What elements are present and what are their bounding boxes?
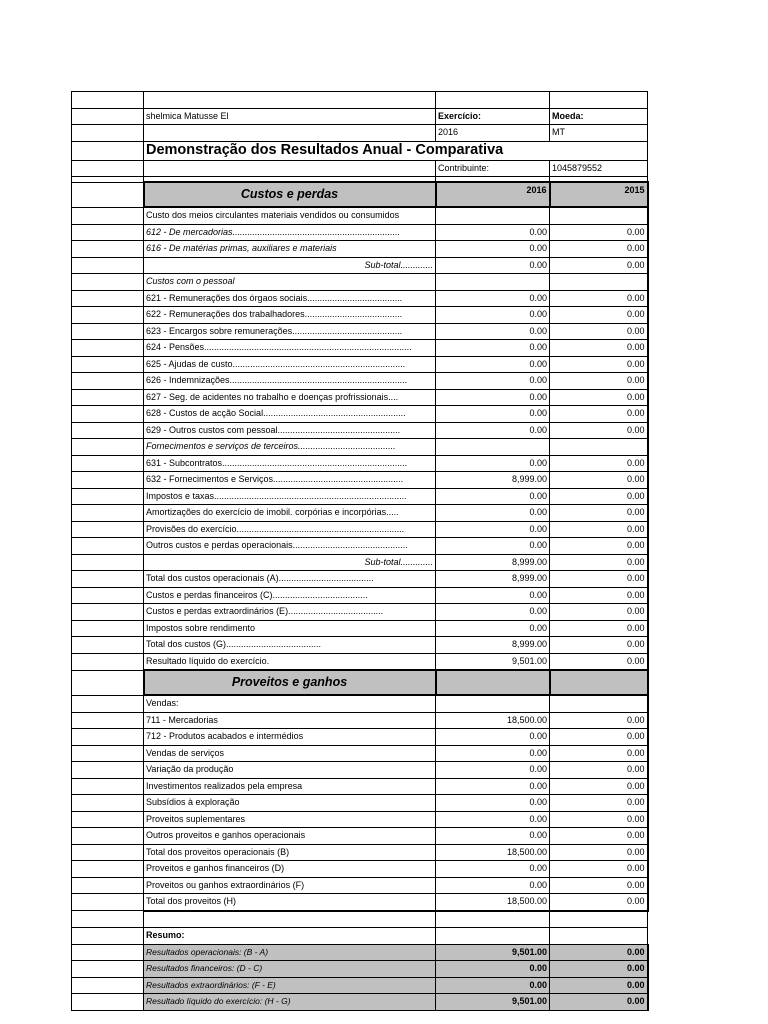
value-previous-year [550, 439, 648, 456]
value-current-year: 0.00 [436, 455, 550, 472]
value-previous-year: 0.00 [550, 422, 648, 439]
value-previous-year: 0.00 [550, 587, 648, 604]
row-label: 612 - De mercadorias................................................................... [144, 224, 436, 241]
table-row [72, 637, 648, 654]
value-previous-year: 0.00 [550, 877, 648, 894]
row-label: Investimentos realizados pela empresa [144, 778, 436, 795]
resumo-label: Resumo: [144, 928, 436, 945]
table-row [72, 712, 648, 729]
table-row [72, 894, 648, 911]
value-previous-year: 0.00 [550, 828, 648, 845]
value-previous-year: 0.00 [550, 620, 648, 637]
table-row [72, 224, 648, 241]
row-label: 626 - Indemnizações....................................................................... [144, 373, 436, 390]
row-label: Resultado líquido do exercício: (H - G) [144, 994, 436, 1011]
value-current-year: 0.00 [436, 505, 550, 522]
row-label: 622 - Remunerações dos trabalhadores....................................... [144, 307, 436, 324]
table-row [72, 307, 648, 324]
exercicio-value: 2016 [436, 125, 550, 142]
value-previous-year [550, 274, 648, 291]
table-row [72, 389, 648, 406]
value-current-year: 8,999.00 [436, 637, 550, 654]
value-previous-year: 0.00 [550, 241, 648, 258]
value-current-year: 0.00 [436, 290, 550, 307]
value-current-year: 0.00 [436, 587, 550, 604]
row-label: Variação da produção [144, 762, 436, 779]
value-current-year: 0.00 [436, 604, 550, 621]
table-row [72, 340, 648, 357]
custos-section-header [72, 182, 648, 207]
row-label: Custo dos meios circulantes materiais vendidos ou consumidos [144, 207, 436, 224]
value-current-year: 0.00 [436, 877, 550, 894]
table-row [72, 587, 648, 604]
value-previous-year: 0.00 [550, 505, 648, 522]
value-previous-year: 0.00 [550, 571, 648, 588]
proveitos-section-header [72, 670, 648, 695]
value-previous-year: 0.00 [550, 521, 648, 538]
value-previous-year: 0.00 [550, 307, 648, 324]
table-row [72, 604, 648, 621]
row-label: Total dos custos operacionais (A)...................................... [144, 571, 436, 588]
value-previous-year: 0.00 [550, 455, 648, 472]
value-current-year: 0.00 [436, 373, 550, 390]
value-current-year: 0.00 [436, 521, 550, 538]
value-current-year: 0.00 [436, 406, 550, 423]
value-current-year [436, 439, 550, 456]
value-current-year: 0.00 [436, 778, 550, 795]
table-row [72, 488, 648, 505]
contribuinte-label: Contribuinte: [436, 160, 550, 177]
row-label: Vendas: [144, 695, 436, 712]
table-row [72, 877, 648, 894]
table-row [72, 861, 648, 878]
income-statement-table [71, 91, 649, 1011]
table-row [72, 795, 648, 812]
value-current-year: 18,500.00 [436, 712, 550, 729]
value-current-year: 9,501.00 [436, 653, 550, 670]
table-row [72, 729, 648, 746]
row-label: Proveitos ou ganhos extraordinários (F) [144, 877, 436, 894]
value-current-year: 0.00 [436, 762, 550, 779]
blank-row [72, 911, 648, 928]
row-label: 628 - Custos de acção Social......................................................... [144, 406, 436, 423]
row-label: Proveitos suplementares [144, 811, 436, 828]
table-row [72, 653, 648, 670]
table-row [72, 828, 648, 845]
row-label: 621 - Remunerações dos órgaos sociais...................................... [144, 290, 436, 307]
value-current-year: 0.00 [436, 488, 550, 505]
resumo-rows [72, 944, 648, 1010]
table-row [72, 373, 648, 390]
value-current-year [436, 207, 550, 224]
row-label: Resultados operacionais: (B - A) [144, 944, 436, 961]
table-row [72, 994, 648, 1011]
value-current-year: 0.00 [436, 745, 550, 762]
row-label: Impostos e taxas............................................................................. [144, 488, 436, 505]
row-label: Fornecimentos e serviços de terceiros....................................... [144, 439, 436, 456]
value-previous-year: 0.00 [550, 994, 648, 1011]
value-previous-year: 0.00 [550, 257, 648, 274]
value-previous-year: 0.00 [550, 861, 648, 878]
table-row [72, 977, 648, 994]
title-row [72, 141, 648, 160]
blank-row [72, 92, 648, 109]
row-label: Sub-total............. [144, 554, 436, 571]
table-row [72, 505, 648, 522]
table-row [72, 274, 648, 291]
moeda-label: Moeda: [550, 108, 648, 125]
custos-year-a: 2016 [436, 182, 550, 207]
table-row [72, 695, 648, 712]
row-label: Outros proveitos e ganhos operacionais [144, 828, 436, 845]
header-row-values [72, 125, 648, 142]
value-current-year: 0.00 [436, 861, 550, 878]
row-label: Custos e perdas financeiros (C)...................................... [144, 587, 436, 604]
value-previous-year: 0.00 [550, 604, 648, 621]
value-previous-year: 0.00 [550, 778, 648, 795]
value-previous-year: 0.00 [550, 224, 648, 241]
row-label: Outros custos e perdas operacionais.............................................. [144, 538, 436, 555]
value-previous-year: 0.00 [550, 762, 648, 779]
value-previous-year: 0.00 [550, 290, 648, 307]
table-row [72, 811, 648, 828]
row-label: 616 - De matérias primas, auxiliares e materiais [144, 241, 436, 258]
row-label: Custos com o pessoal [144, 274, 436, 291]
value-previous-year: 0.00 [550, 356, 648, 373]
value-current-year: 8,999.00 [436, 571, 550, 588]
row-label: Subsídios à exploração [144, 795, 436, 812]
table-row [72, 472, 648, 489]
table-row [72, 422, 648, 439]
row-label: 625 - Ajudas de custo..................................................................... [144, 356, 436, 373]
row-label: Sub-total............. [144, 257, 436, 274]
row-label: Amortizações do exercício de imobil. corpórias e incorpórias..... [144, 505, 436, 522]
row-label: 632 - Fornecimentos e Serviços.................................................... [144, 472, 436, 489]
header-row-company [72, 108, 648, 125]
value-previous-year: 0.00 [550, 729, 648, 746]
table-row [72, 521, 648, 538]
exercicio-label: Exercício: [436, 108, 550, 125]
table-row [72, 356, 648, 373]
value-previous-year: 0.00 [550, 653, 648, 670]
row-label: Total dos proveitos (H) [144, 894, 436, 911]
value-current-year: 0.00 [436, 729, 550, 746]
custos-section-title: Custos e perdas [144, 182, 436, 207]
value-previous-year: 0.00 [550, 961, 648, 978]
row-label: Total dos proveitos operacionais (B) [144, 844, 436, 861]
value-current-year: 8,999.00 [436, 472, 550, 489]
row-label: Provisões do exercício................................................................... [144, 521, 436, 538]
table-row [72, 241, 648, 258]
value-current-year: 0.00 [436, 307, 550, 324]
resumo-label-row [72, 928, 648, 945]
table-row [72, 844, 648, 861]
table-row [72, 944, 648, 961]
proveitos-rows [72, 695, 648, 911]
row-label: Resultados extraordinários: (F - E) [144, 977, 436, 994]
value-current-year: 0.00 [436, 795, 550, 812]
custos-year-b: 2015 [550, 182, 648, 207]
value-current-year: 0.00 [436, 620, 550, 637]
value-current-year: 0.00 [436, 257, 550, 274]
row-label: Vendas de serviços [144, 745, 436, 762]
value-current-year: 0.00 [436, 340, 550, 357]
row-label: Proveitos e ganhos financeiros (D) [144, 861, 436, 878]
value-current-year: 0.00 [436, 389, 550, 406]
value-previous-year: 0.00 [550, 406, 648, 423]
value-current-year: 0.00 [436, 811, 550, 828]
value-current-year: 9,501.00 [436, 994, 550, 1011]
value-previous-year: 0.00 [550, 554, 648, 571]
value-current-year: 18,500.00 [436, 894, 550, 911]
value-previous-year: 0.00 [550, 323, 648, 340]
table-row [72, 207, 648, 224]
table-row [72, 554, 648, 571]
value-previous-year: 0.00 [550, 795, 648, 812]
row-label: Resultados financeiros: (D - C) [144, 961, 436, 978]
table-row [72, 778, 648, 795]
value-previous-year: 0.00 [550, 977, 648, 994]
row-label: Total dos custos (G)...................................... [144, 637, 436, 654]
value-previous-year: 0.00 [550, 811, 648, 828]
table-row [72, 323, 648, 340]
value-current-year: 0.00 [436, 356, 550, 373]
value-previous-year: 0.00 [550, 340, 648, 357]
value-current-year: 8,999.00 [436, 554, 550, 571]
value-previous-year: 0.00 [550, 844, 648, 861]
contribuinte-row [72, 160, 648, 177]
table-row [72, 961, 648, 978]
table-row [72, 538, 648, 555]
table-row [72, 455, 648, 472]
row-label: 623 - Encargos sobre remunerações............................................ [144, 323, 436, 340]
value-previous-year: 0.00 [550, 894, 648, 911]
custos-rows [72, 207, 648, 670]
table-row [72, 290, 648, 307]
value-current-year [436, 274, 550, 291]
value-current-year: 18,500.00 [436, 844, 550, 861]
value-current-year: 0.00 [436, 977, 550, 994]
table-row [72, 571, 648, 588]
value-previous-year: 0.00 [550, 389, 648, 406]
value-previous-year: 0.00 [550, 488, 648, 505]
value-current-year: 0.00 [436, 241, 550, 258]
value-current-year: 0.00 [436, 961, 550, 978]
row-label: 629 - Outros custos com pessoal................................................. [144, 422, 436, 439]
value-current-year [436, 695, 550, 712]
value-previous-year [550, 695, 648, 712]
value-current-year: 0.00 [436, 224, 550, 241]
value-current-year: 9,501.00 [436, 944, 550, 961]
row-label: 712 - Produtos acabados e intermédios [144, 729, 436, 746]
row-label: 624 - Pensões................................................................................... [144, 340, 436, 357]
value-previous-year: 0.00 [550, 472, 648, 489]
table-row [72, 439, 648, 456]
row-label: 627 - Seg. de acidentes no trabalho e doenças profrissionais.... [144, 389, 436, 406]
value-previous-year [550, 207, 648, 224]
value-current-year: 0.00 [436, 828, 550, 845]
value-previous-year: 0.00 [550, 712, 648, 729]
row-label: Custos e perdas extraordinários (E)...................................... [144, 604, 436, 621]
value-previous-year: 0.00 [550, 745, 648, 762]
value-previous-year: 0.00 [550, 944, 648, 961]
value-previous-year: 0.00 [550, 373, 648, 390]
contribuinte-value: 1045879552 [550, 160, 648, 177]
value-current-year: 0.00 [436, 323, 550, 340]
table-row [72, 620, 648, 637]
company-name: shelmica Matusse El [144, 108, 436, 125]
table-row [72, 406, 648, 423]
value-current-year: 0.00 [436, 538, 550, 555]
value-previous-year: 0.00 [550, 637, 648, 654]
moeda-value: MT [550, 125, 648, 142]
row-label: Resultado líquido do exercício. [144, 653, 436, 670]
table-row [72, 257, 648, 274]
row-label: 631 - Subcontratos.......................................................................... [144, 455, 436, 472]
proveitos-section-title: Proveitos e ganhos [144, 670, 436, 695]
row-label: 711 - Mercadorias [144, 712, 436, 729]
income-statement-sheet [71, 91, 647, 1011]
table-row [72, 762, 648, 779]
table-row [72, 745, 648, 762]
value-current-year: 0.00 [436, 422, 550, 439]
page-title: Demonstração dos Resultados Anual - Comparativa [144, 141, 550, 160]
value-previous-year: 0.00 [550, 538, 648, 555]
row-label: Impostos sobre rendimento [144, 620, 436, 637]
